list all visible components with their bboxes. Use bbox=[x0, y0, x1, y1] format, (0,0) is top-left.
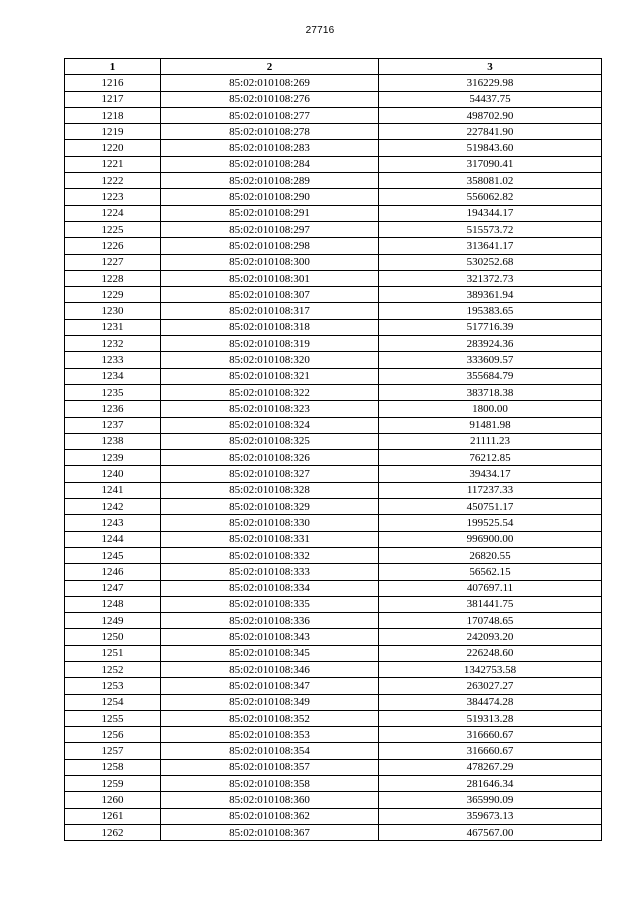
table-row bbox=[65, 433, 602, 449]
table-row bbox=[65, 124, 602, 140]
table-row bbox=[65, 91, 602, 107]
cadastral-number-cell: 85:02:010108:360 bbox=[161, 792, 379, 808]
value-cell: 556062.82 bbox=[379, 189, 602, 205]
value-cell: 467567.00 bbox=[379, 824, 602, 840]
cadastral-number-cell: 85:02:010108:278 bbox=[161, 124, 379, 140]
cadastral-value-table bbox=[64, 58, 602, 841]
value-cell: 21111.23 bbox=[379, 433, 602, 449]
cadastral-number-cell: 85:02:010108:325 bbox=[161, 433, 379, 449]
row-number-cell: 1249 bbox=[65, 613, 161, 629]
cadastral-number-cell: 85:02:010108:289 bbox=[161, 173, 379, 189]
row-number-cell: 1244 bbox=[65, 531, 161, 547]
table-row bbox=[65, 368, 602, 384]
row-number-cell: 1248 bbox=[65, 596, 161, 612]
table-row bbox=[65, 205, 602, 221]
cadastral-number-cell: 85:02:010108:320 bbox=[161, 352, 379, 368]
value-cell: 498702.90 bbox=[379, 107, 602, 123]
table-row bbox=[65, 238, 602, 254]
cadastral-number-cell: 85:02:010108:367 bbox=[161, 824, 379, 840]
table-row bbox=[65, 564, 602, 580]
table-row bbox=[65, 482, 602, 498]
table-row bbox=[65, 547, 602, 563]
value-cell: 316660.67 bbox=[379, 743, 602, 759]
cadastral-number-cell: 85:02:010108:347 bbox=[161, 678, 379, 694]
cadastral-number-cell: 85:02:010108:353 bbox=[161, 727, 379, 743]
table-row bbox=[65, 173, 602, 189]
value-cell: 316660.67 bbox=[379, 727, 602, 743]
value-cell: 996900.00 bbox=[379, 531, 602, 547]
cadastral-number-cell: 85:02:010108:334 bbox=[161, 580, 379, 596]
value-cell: 76212.85 bbox=[379, 450, 602, 466]
row-number-cell: 1256 bbox=[65, 727, 161, 743]
cadastral-number-cell: 85:02:010108:301 bbox=[161, 270, 379, 286]
row-number-cell: 1232 bbox=[65, 336, 161, 352]
table-row bbox=[65, 596, 602, 612]
cadastral-number-cell: 85:02:010108:284 bbox=[161, 156, 379, 172]
cadastral-number-cell: 85:02:010108:349 bbox=[161, 694, 379, 710]
row-number-cell: 1225 bbox=[65, 221, 161, 237]
table-row bbox=[65, 645, 602, 661]
cadastral-number-cell: 85:02:010108:343 bbox=[161, 629, 379, 645]
table-row bbox=[65, 792, 602, 808]
value-cell: 117237.33 bbox=[379, 482, 602, 498]
row-number-cell: 1231 bbox=[65, 319, 161, 335]
table-row bbox=[65, 824, 602, 840]
cadastral-number-cell: 85:02:010108:323 bbox=[161, 401, 379, 417]
value-cell: 519843.60 bbox=[379, 140, 602, 156]
value-cell: 517716.39 bbox=[379, 319, 602, 335]
row-number-cell: 1221 bbox=[65, 156, 161, 172]
value-cell: 317090.41 bbox=[379, 156, 602, 172]
row-number-cell: 1251 bbox=[65, 645, 161, 661]
row-number-cell: 1240 bbox=[65, 466, 161, 482]
row-number-cell: 1259 bbox=[65, 776, 161, 792]
table-row bbox=[65, 140, 602, 156]
table-row bbox=[65, 710, 602, 726]
value-cell: 515573.72 bbox=[379, 221, 602, 237]
row-number-cell: 1228 bbox=[65, 270, 161, 286]
value-cell: 313641.17 bbox=[379, 238, 602, 254]
row-number-cell: 1237 bbox=[65, 417, 161, 433]
cadastral-number-cell: 85:02:010108:291 bbox=[161, 205, 379, 221]
cadastral-number-cell: 85:02:010108:327 bbox=[161, 466, 379, 482]
value-cell: 355684.79 bbox=[379, 368, 602, 384]
table-row bbox=[65, 401, 602, 417]
row-number-cell: 1260 bbox=[65, 792, 161, 808]
table-row bbox=[65, 336, 602, 352]
value-cell: 226248.60 bbox=[379, 645, 602, 661]
table-row bbox=[65, 759, 602, 775]
row-number-cell: 1223 bbox=[65, 189, 161, 205]
cadastral-number-cell: 85:02:010108:358 bbox=[161, 776, 379, 792]
row-number-cell: 1238 bbox=[65, 433, 161, 449]
table-row bbox=[65, 303, 602, 319]
row-number-cell: 1246 bbox=[65, 564, 161, 580]
table-row bbox=[65, 531, 602, 547]
cadastral-number-cell: 85:02:010108:335 bbox=[161, 596, 379, 612]
row-number-cell: 1227 bbox=[65, 254, 161, 270]
value-cell: 283924.36 bbox=[379, 336, 602, 352]
row-number-cell: 1218 bbox=[65, 107, 161, 123]
value-cell: 384474.28 bbox=[379, 694, 602, 710]
table-row bbox=[65, 384, 602, 400]
value-cell: 450751.17 bbox=[379, 499, 602, 515]
row-number-cell: 1261 bbox=[65, 808, 161, 824]
row-number-cell: 1220 bbox=[65, 140, 161, 156]
row-number-cell: 1241 bbox=[65, 482, 161, 498]
table-row bbox=[65, 678, 602, 694]
table-row bbox=[65, 352, 602, 368]
cadastral-number-cell: 85:02:010108:326 bbox=[161, 450, 379, 466]
cadastral-number-cell: 85:02:010108:346 bbox=[161, 661, 379, 677]
value-cell: 381441.75 bbox=[379, 596, 602, 612]
cadastral-number-cell: 85:02:010108:318 bbox=[161, 319, 379, 335]
table-row bbox=[65, 629, 602, 645]
table-row bbox=[65, 319, 602, 335]
table-row bbox=[65, 499, 602, 515]
value-cell: 321372.73 bbox=[379, 270, 602, 286]
row-number-cell: 1216 bbox=[65, 75, 161, 91]
value-cell: 227841.90 bbox=[379, 124, 602, 140]
table-row bbox=[65, 694, 602, 710]
value-cell: 383718.38 bbox=[379, 384, 602, 400]
row-number-cell: 1224 bbox=[65, 205, 161, 221]
value-cell: 281646.34 bbox=[379, 776, 602, 792]
cadastral-number-cell: 85:02:010108:290 bbox=[161, 189, 379, 205]
table-row bbox=[65, 156, 602, 172]
row-number-cell: 1217 bbox=[65, 91, 161, 107]
table-row bbox=[65, 189, 602, 205]
value-cell: 54437.75 bbox=[379, 91, 602, 107]
row-number-cell: 1254 bbox=[65, 694, 161, 710]
table-row bbox=[65, 613, 602, 629]
table-row bbox=[65, 221, 602, 237]
row-number-cell: 1234 bbox=[65, 368, 161, 384]
table-row bbox=[65, 808, 602, 824]
row-number-cell: 1236 bbox=[65, 401, 161, 417]
cadastral-number-cell: 85:02:010108:269 bbox=[161, 75, 379, 91]
row-number-cell: 1258 bbox=[65, 759, 161, 775]
cadastral-number-cell: 85:02:010108:322 bbox=[161, 384, 379, 400]
value-cell: 195383.65 bbox=[379, 303, 602, 319]
row-number-cell: 1247 bbox=[65, 580, 161, 596]
value-cell: 407697.11 bbox=[379, 580, 602, 596]
row-number-cell: 1239 bbox=[65, 450, 161, 466]
column-header-value: 3 bbox=[379, 59, 602, 75]
value-cell: 194344.17 bbox=[379, 205, 602, 221]
row-number-cell: 1243 bbox=[65, 515, 161, 531]
value-cell: 242093.20 bbox=[379, 629, 602, 645]
table-row bbox=[65, 580, 602, 596]
cadastral-number-cell: 85:02:010108:276 bbox=[161, 91, 379, 107]
cadastral-number-cell: 85:02:010108:357 bbox=[161, 759, 379, 775]
row-number-cell: 1253 bbox=[65, 678, 161, 694]
cadastral-number-cell: 85:02:010108:321 bbox=[161, 368, 379, 384]
table-row bbox=[65, 107, 602, 123]
value-cell: 389361.94 bbox=[379, 287, 602, 303]
value-cell: 365990.09 bbox=[379, 792, 602, 808]
row-number-cell: 1226 bbox=[65, 238, 161, 254]
table-row bbox=[65, 287, 602, 303]
row-number-cell: 1230 bbox=[65, 303, 161, 319]
row-number-cell: 1242 bbox=[65, 499, 161, 515]
table-row bbox=[65, 661, 602, 677]
cadastral-number-cell: 85:02:010108:328 bbox=[161, 482, 379, 498]
value-cell: 316229.98 bbox=[379, 75, 602, 91]
value-cell: 530252.68 bbox=[379, 254, 602, 270]
table-row bbox=[65, 515, 602, 531]
value-cell: 91481.98 bbox=[379, 417, 602, 433]
cadastral-number-cell: 85:02:010108:352 bbox=[161, 710, 379, 726]
value-cell: 39434.17 bbox=[379, 466, 602, 482]
cadastral-number-cell: 85:02:010108:307 bbox=[161, 287, 379, 303]
row-number-cell: 1255 bbox=[65, 710, 161, 726]
value-cell: 333609.57 bbox=[379, 352, 602, 368]
cadastral-number-cell: 85:02:010108:317 bbox=[161, 303, 379, 319]
row-number-cell: 1235 bbox=[65, 384, 161, 400]
cadastral-number-cell: 85:02:010108:324 bbox=[161, 417, 379, 433]
cadastral-number-cell: 85:02:010108:277 bbox=[161, 107, 379, 123]
row-number-cell: 1222 bbox=[65, 173, 161, 189]
value-cell: 1342753.58 bbox=[379, 661, 602, 677]
cadastral-number-cell: 85:02:010108:300 bbox=[161, 254, 379, 270]
column-header-number: 1 bbox=[65, 59, 161, 75]
value-cell: 56562.15 bbox=[379, 564, 602, 580]
value-cell: 199525.54 bbox=[379, 515, 602, 531]
cadastral-number-cell: 85:02:010108:298 bbox=[161, 238, 379, 254]
cadastral-number-cell: 85:02:010108:330 bbox=[161, 515, 379, 531]
cadastral-number-cell: 85:02:010108:331 bbox=[161, 531, 379, 547]
value-cell: 170748.65 bbox=[379, 613, 602, 629]
row-number-cell: 1233 bbox=[65, 352, 161, 368]
table-header-row bbox=[65, 59, 602, 75]
value-cell: 263027.27 bbox=[379, 678, 602, 694]
row-number-cell: 1252 bbox=[65, 661, 161, 677]
table-row bbox=[65, 776, 602, 792]
cadastral-number-cell: 85:02:010108:283 bbox=[161, 140, 379, 156]
value-cell: 1800.00 bbox=[379, 401, 602, 417]
cadastral-number-cell: 85:02:010108:336 bbox=[161, 613, 379, 629]
cadastral-number-cell: 85:02:010108:354 bbox=[161, 743, 379, 759]
cadastral-number-cell: 85:02:010108:319 bbox=[161, 336, 379, 352]
cadastral-number-cell: 85:02:010108:333 bbox=[161, 564, 379, 580]
table-row bbox=[65, 727, 602, 743]
row-number-cell: 1250 bbox=[65, 629, 161, 645]
table-row bbox=[65, 417, 602, 433]
table-row bbox=[65, 450, 602, 466]
row-number-cell: 1245 bbox=[65, 547, 161, 563]
cadastral-number-cell: 85:02:010108:345 bbox=[161, 645, 379, 661]
row-number-cell: 1229 bbox=[65, 287, 161, 303]
row-number-cell: 1262 bbox=[65, 824, 161, 840]
column-header-cadastral-number: 2 bbox=[161, 59, 379, 75]
value-cell: 358081.02 bbox=[379, 173, 602, 189]
row-number-cell: 1257 bbox=[65, 743, 161, 759]
table-row bbox=[65, 254, 602, 270]
value-cell: 26820.55 bbox=[379, 547, 602, 563]
table-row bbox=[65, 270, 602, 286]
value-cell: 359673.13 bbox=[379, 808, 602, 824]
cadastral-number-cell: 85:02:010108:362 bbox=[161, 808, 379, 824]
table-body bbox=[65, 75, 602, 841]
cadastral-number-cell: 85:02:010108:297 bbox=[161, 221, 379, 237]
row-number-cell: 1219 bbox=[65, 124, 161, 140]
table-row bbox=[65, 75, 602, 91]
value-cell: 519313.28 bbox=[379, 710, 602, 726]
cadastral-number-cell: 85:02:010108:332 bbox=[161, 547, 379, 563]
cadastral-number-cell: 85:02:010108:329 bbox=[161, 499, 379, 515]
value-cell: 478267.29 bbox=[379, 759, 602, 775]
page-number: 27716 bbox=[305, 25, 335, 36]
table-row bbox=[65, 743, 602, 759]
table-row bbox=[65, 466, 602, 482]
